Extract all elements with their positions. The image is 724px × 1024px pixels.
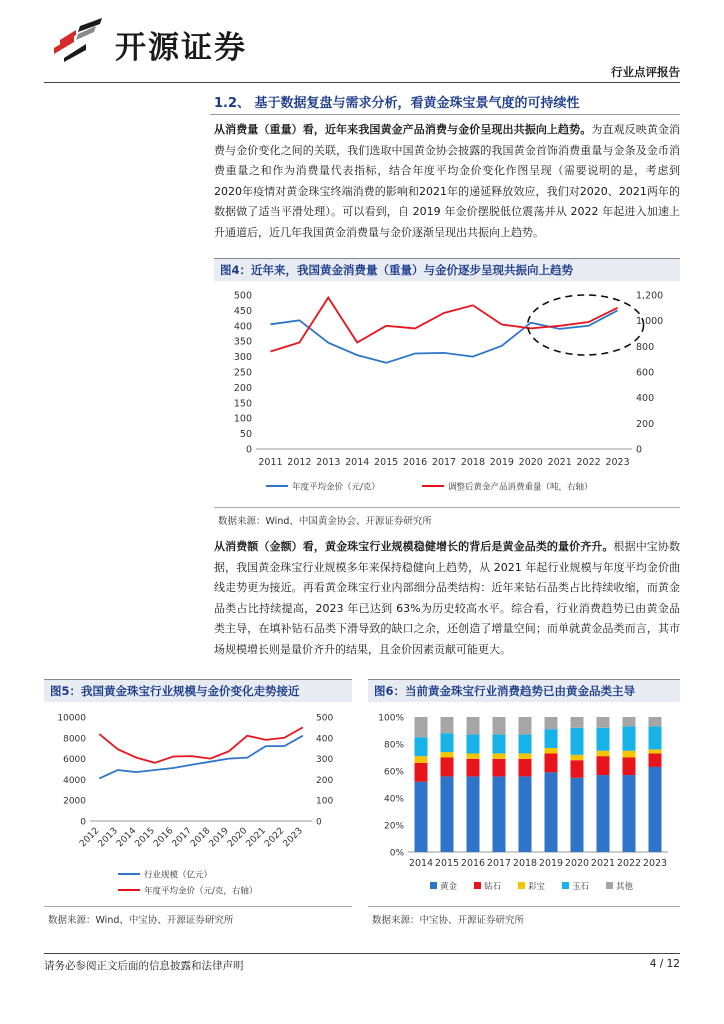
y-tick-label: 20% bbox=[383, 821, 404, 832]
legend-label: 彩宝 bbox=[528, 882, 546, 892]
x-tick-label: 2022 bbox=[616, 858, 642, 869]
figure-4-source-divider bbox=[214, 507, 680, 508]
legend-label: 其他 bbox=[616, 882, 634, 892]
footer-disclaimer: 请务必参阅正文后面的信息披露和法律声明 bbox=[44, 960, 244, 972]
x-tick-label: 2019 bbox=[207, 826, 231, 850]
y-left-tick-label: 250 bbox=[233, 367, 252, 379]
paragraph-body: 为直观反映黄金消费与金价变化之间的关联，我们选取中国黄金协会披露的我国黄金首饰消费重量与金条及金币消费重量之和作为消费量代表指标，结合年度平均金价变化作图呈现（需要说明的是，考虑到2020年疫情对黄金珠宝终端消费的影响和2021年的递延释放效应，我们对2020、2021两年的数据做了适当平滑处理）。可以看到，自 2019 年金价摆脱低位震荡并从 2022 年起进入加速上升通道后，近几年我国黄金消费量与金价逐渐呈现出共振向上趋势。 bbox=[214, 123, 681, 239]
section-divider bbox=[210, 114, 680, 115]
bar-segment bbox=[545, 748, 558, 753]
bar-segment bbox=[493, 735, 506, 754]
bar-segment bbox=[441, 733, 454, 752]
x-tick-label: 2018 bbox=[512, 858, 538, 869]
y-right-tick-label: 100 bbox=[316, 796, 334, 807]
y-tick-label: 0% bbox=[389, 848, 404, 859]
y-right-tick-label: 800 bbox=[636, 341, 655, 353]
bar-segment bbox=[467, 735, 480, 754]
bar-segment bbox=[519, 735, 532, 754]
bar-segment bbox=[519, 753, 532, 758]
x-tick-label: 2015 bbox=[434, 858, 460, 869]
bar-segment bbox=[441, 758, 454, 777]
y-left-tick-label: 450 bbox=[233, 305, 252, 317]
legend-label: 年度平均金价（元/克，右轴） bbox=[144, 886, 258, 897]
figure-5-title: 图5：我国黄金珠宝行业规模与金价变化走势接近 bbox=[50, 684, 300, 698]
figure-4-title: 图4：近年来，我国黄金消费量（重量）与金价逐步呈现共振向上趋势 bbox=[220, 263, 573, 277]
bar-segment bbox=[441, 717, 454, 733]
x-tick-label: 2019 bbox=[538, 858, 564, 869]
bar-segment bbox=[571, 717, 584, 728]
series-line bbox=[271, 298, 618, 352]
y-left-tick-label: 400 bbox=[233, 321, 252, 333]
legend-label: 调整后黄金产品消费重量（吨，右轴） bbox=[448, 482, 593, 493]
y-left-tick-label: 0 bbox=[245, 444, 252, 456]
x-tick-label: 2017 bbox=[431, 457, 457, 468]
legend-swatch bbox=[606, 882, 613, 889]
x-tick-label: 2019 bbox=[489, 457, 514, 468]
y-right-tick-label: 300 bbox=[316, 755, 334, 766]
bar-segment bbox=[597, 775, 610, 852]
figure-4-title-bar bbox=[214, 258, 680, 281]
figure-6-source: 数据来源：中宝协、开源证券研究所 bbox=[372, 915, 525, 926]
bar-segment bbox=[493, 759, 506, 777]
report-type: 行业点评报告 bbox=[611, 65, 680, 79]
x-tick-label: 2014 bbox=[408, 858, 434, 869]
bar-segment bbox=[597, 751, 610, 756]
x-tick-label: 2023 bbox=[605, 457, 630, 468]
series-line bbox=[99, 727, 302, 762]
figure-5-source: 数据来源：Wind、中宝协、开源证券研究所 bbox=[48, 915, 234, 926]
legend-swatch bbox=[474, 882, 481, 889]
bar-segment bbox=[545, 753, 558, 772]
x-tick-label: 2013 bbox=[96, 826, 120, 850]
bar-segment bbox=[493, 753, 506, 758]
x-tick-label: 2015 bbox=[133, 826, 157, 850]
legend-label: 钻石 bbox=[484, 882, 502, 892]
paragraph-lead: 从消费量（重量）看，近年来我国黄金产品消费与金价呈现出共振向上趋势。 bbox=[214, 123, 592, 136]
x-tick-label: 2017 bbox=[486, 858, 512, 869]
paragraph-consumption-volume bbox=[214, 120, 680, 243]
x-tick-label: 2012 bbox=[78, 826, 102, 850]
y-right-tick-label: 200 bbox=[636, 418, 655, 430]
bar-segment bbox=[493, 776, 506, 852]
figure-6-title-bar bbox=[368, 679, 680, 702]
bar-segment bbox=[649, 753, 662, 767]
y-left-tick-label: 100 bbox=[233, 413, 252, 425]
y-right-tick-label: 0 bbox=[636, 444, 643, 456]
paragraph-consumption-value bbox=[214, 537, 680, 660]
section-title: 1.2、 基于数据复盘与需求分析，看黄金珠宝景气度的可持续性 bbox=[214, 96, 580, 111]
bar-segment bbox=[597, 728, 610, 751]
bar-segment bbox=[441, 752, 454, 757]
y-tick-label: 100% bbox=[378, 713, 404, 724]
bar-segment bbox=[415, 782, 428, 852]
legend-label: 玉石 bbox=[572, 882, 590, 892]
y-left-tick-label: 200 bbox=[233, 382, 252, 394]
bar-segment bbox=[519, 776, 532, 852]
bar-segment bbox=[571, 728, 584, 755]
x-tick-label: 2021 bbox=[244, 826, 268, 850]
y-right-tick-label: 1,000 bbox=[636, 316, 664, 328]
x-tick-label: 2023 bbox=[281, 826, 305, 850]
bar-segment bbox=[493, 717, 506, 735]
y-right-tick-label: 1,200 bbox=[636, 290, 664, 302]
y-right-tick-label: 500 bbox=[316, 713, 334, 724]
bar-segment bbox=[623, 726, 636, 750]
figure-5-source-divider bbox=[44, 906, 352, 907]
x-tick-label: 2023 bbox=[642, 858, 668, 869]
legend-label: 黄金 bbox=[440, 882, 458, 892]
y-tick-label: 60% bbox=[383, 767, 404, 778]
paragraph-lead: 从消费额（金额）看，黄金珠宝行业规模稳健增长的背后是黄金品类的量价齐升。 bbox=[214, 540, 614, 553]
bar-segment bbox=[467, 753, 480, 758]
y-tick-label: 40% bbox=[383, 794, 404, 805]
bar-segment bbox=[415, 737, 428, 756]
y-left-tick-label: 8000 bbox=[63, 734, 86, 745]
y-left-tick-label: 2000 bbox=[63, 796, 86, 807]
series-line bbox=[271, 310, 618, 362]
figure-6-title: 图6：当前黄金珠宝行业消费趋势已由黄金品类主导 bbox=[374, 684, 635, 698]
bar-segment bbox=[597, 717, 610, 728]
brand-name: 开源证券 bbox=[115, 30, 247, 66]
y-left-tick-label: 350 bbox=[233, 336, 252, 348]
header-divider bbox=[44, 82, 680, 83]
bar-segment bbox=[571, 755, 584, 760]
y-left-tick-label: 150 bbox=[233, 398, 252, 410]
x-tick-label: 2013 bbox=[316, 457, 341, 468]
bar-segment bbox=[623, 758, 636, 776]
bar-segment bbox=[571, 778, 584, 852]
y-right-tick-label: 200 bbox=[316, 775, 334, 786]
bar-segment bbox=[649, 726, 662, 749]
y-left-tick-label: 50 bbox=[239, 429, 252, 441]
bar-segment bbox=[415, 756, 428, 763]
x-tick-label: 2022 bbox=[576, 457, 601, 468]
footer-divider bbox=[44, 953, 680, 954]
bar-segment bbox=[519, 759, 532, 777]
bar-segment bbox=[545, 729, 558, 748]
x-tick-label: 2015 bbox=[374, 457, 399, 468]
y-right-tick-label: 600 bbox=[636, 367, 655, 379]
x-tick-label: 2021 bbox=[547, 457, 572, 468]
paragraph-body: 根据中宝协数据，我国黄金珠宝行业规模多年来保持稳健向上趋势，从 2021 年起行业规模与年度平均金价曲线走势更为接近。再看黄金珠宝行业内部细分品类结构：近年来钻石品类占比持续收缩，而黄金品类占比持续提高，2023 年已达到 63%为历史较高水平。综合看，行业消费趋势已由黄金品类主导，在填补钻石品类下滑导致的缺口之余，还创造了增量空间；而单就黄金品类而言，其市场规模增长则是量价齐升的结果，且金价因素贡献可能更大。 bbox=[214, 540, 681, 656]
bar-segment bbox=[571, 760, 584, 778]
y-right-tick-label: 400 bbox=[316, 734, 334, 745]
y-tick-label: 80% bbox=[383, 740, 404, 751]
x-tick-label: 2021 bbox=[590, 858, 616, 869]
bar-segment bbox=[545, 717, 558, 729]
x-tick-label: 2020 bbox=[518, 457, 543, 468]
figure-5-chart bbox=[44, 704, 352, 904]
y-left-tick-label: 6000 bbox=[63, 755, 86, 766]
bar-segment bbox=[415, 763, 428, 782]
bar-segment bbox=[545, 772, 558, 852]
x-tick-label: 2016 bbox=[402, 457, 428, 468]
bar-segment bbox=[467, 759, 480, 777]
x-tick-label: 2020 bbox=[226, 826, 250, 850]
bar-segment bbox=[467, 776, 480, 852]
bar-segment bbox=[623, 717, 636, 726]
bar-segment bbox=[467, 717, 480, 735]
figure-6-chart bbox=[368, 704, 680, 904]
bar-segment bbox=[597, 756, 610, 775]
y-left-tick-label: 300 bbox=[233, 352, 252, 364]
bar-segment bbox=[441, 776, 454, 852]
legend-swatch bbox=[430, 882, 437, 889]
brand-logo-icon bbox=[50, 18, 110, 62]
x-tick-label: 2014 bbox=[115, 826, 139, 850]
y-left-tick-label: 10000 bbox=[57, 713, 86, 724]
x-tick-label: 2012 bbox=[287, 457, 312, 468]
bar-segment bbox=[415, 717, 428, 737]
y-right-tick-label: 400 bbox=[636, 393, 655, 405]
y-left-tick-label: 4000 bbox=[63, 775, 86, 786]
x-tick-label: 2016 bbox=[152, 826, 176, 850]
x-tick-label: 2018 bbox=[460, 457, 486, 468]
x-tick-label: 2016 bbox=[460, 858, 486, 869]
bar-segment bbox=[649, 767, 662, 852]
x-tick-label: 2018 bbox=[189, 826, 213, 850]
y-left-tick-label: 500 bbox=[233, 290, 252, 302]
legend-swatch bbox=[518, 882, 525, 889]
figure-4-chart bbox=[214, 283, 680, 505]
x-tick-label: 2017 bbox=[170, 826, 194, 850]
bar-segment bbox=[519, 717, 532, 735]
legend-label: 年度平均金价（元/克） bbox=[292, 482, 380, 493]
x-tick-label: 2011 bbox=[258, 457, 283, 468]
x-tick-label: 2022 bbox=[263, 826, 287, 850]
page-number: 4 / 12 bbox=[649, 958, 680, 970]
bar-segment bbox=[649, 717, 662, 726]
x-tick-label: 2014 bbox=[345, 457, 370, 468]
legend-label: 行业规模（亿元） bbox=[144, 870, 213, 881]
y-left-tick-label: 0 bbox=[80, 817, 86, 828]
y-right-tick-label: 0 bbox=[316, 817, 322, 828]
bar-segment bbox=[649, 749, 662, 753]
figure-4-source: 数据来源：Wind、中国黄金协会、开源证券研究所 bbox=[218, 516, 432, 527]
x-tick-label: 2020 bbox=[564, 858, 590, 869]
figure-6-source-divider bbox=[368, 906, 680, 907]
legend-swatch bbox=[562, 882, 569, 889]
bar-segment bbox=[623, 751, 636, 758]
figure-5-title-bar bbox=[44, 679, 352, 702]
bar-segment bbox=[623, 775, 636, 852]
